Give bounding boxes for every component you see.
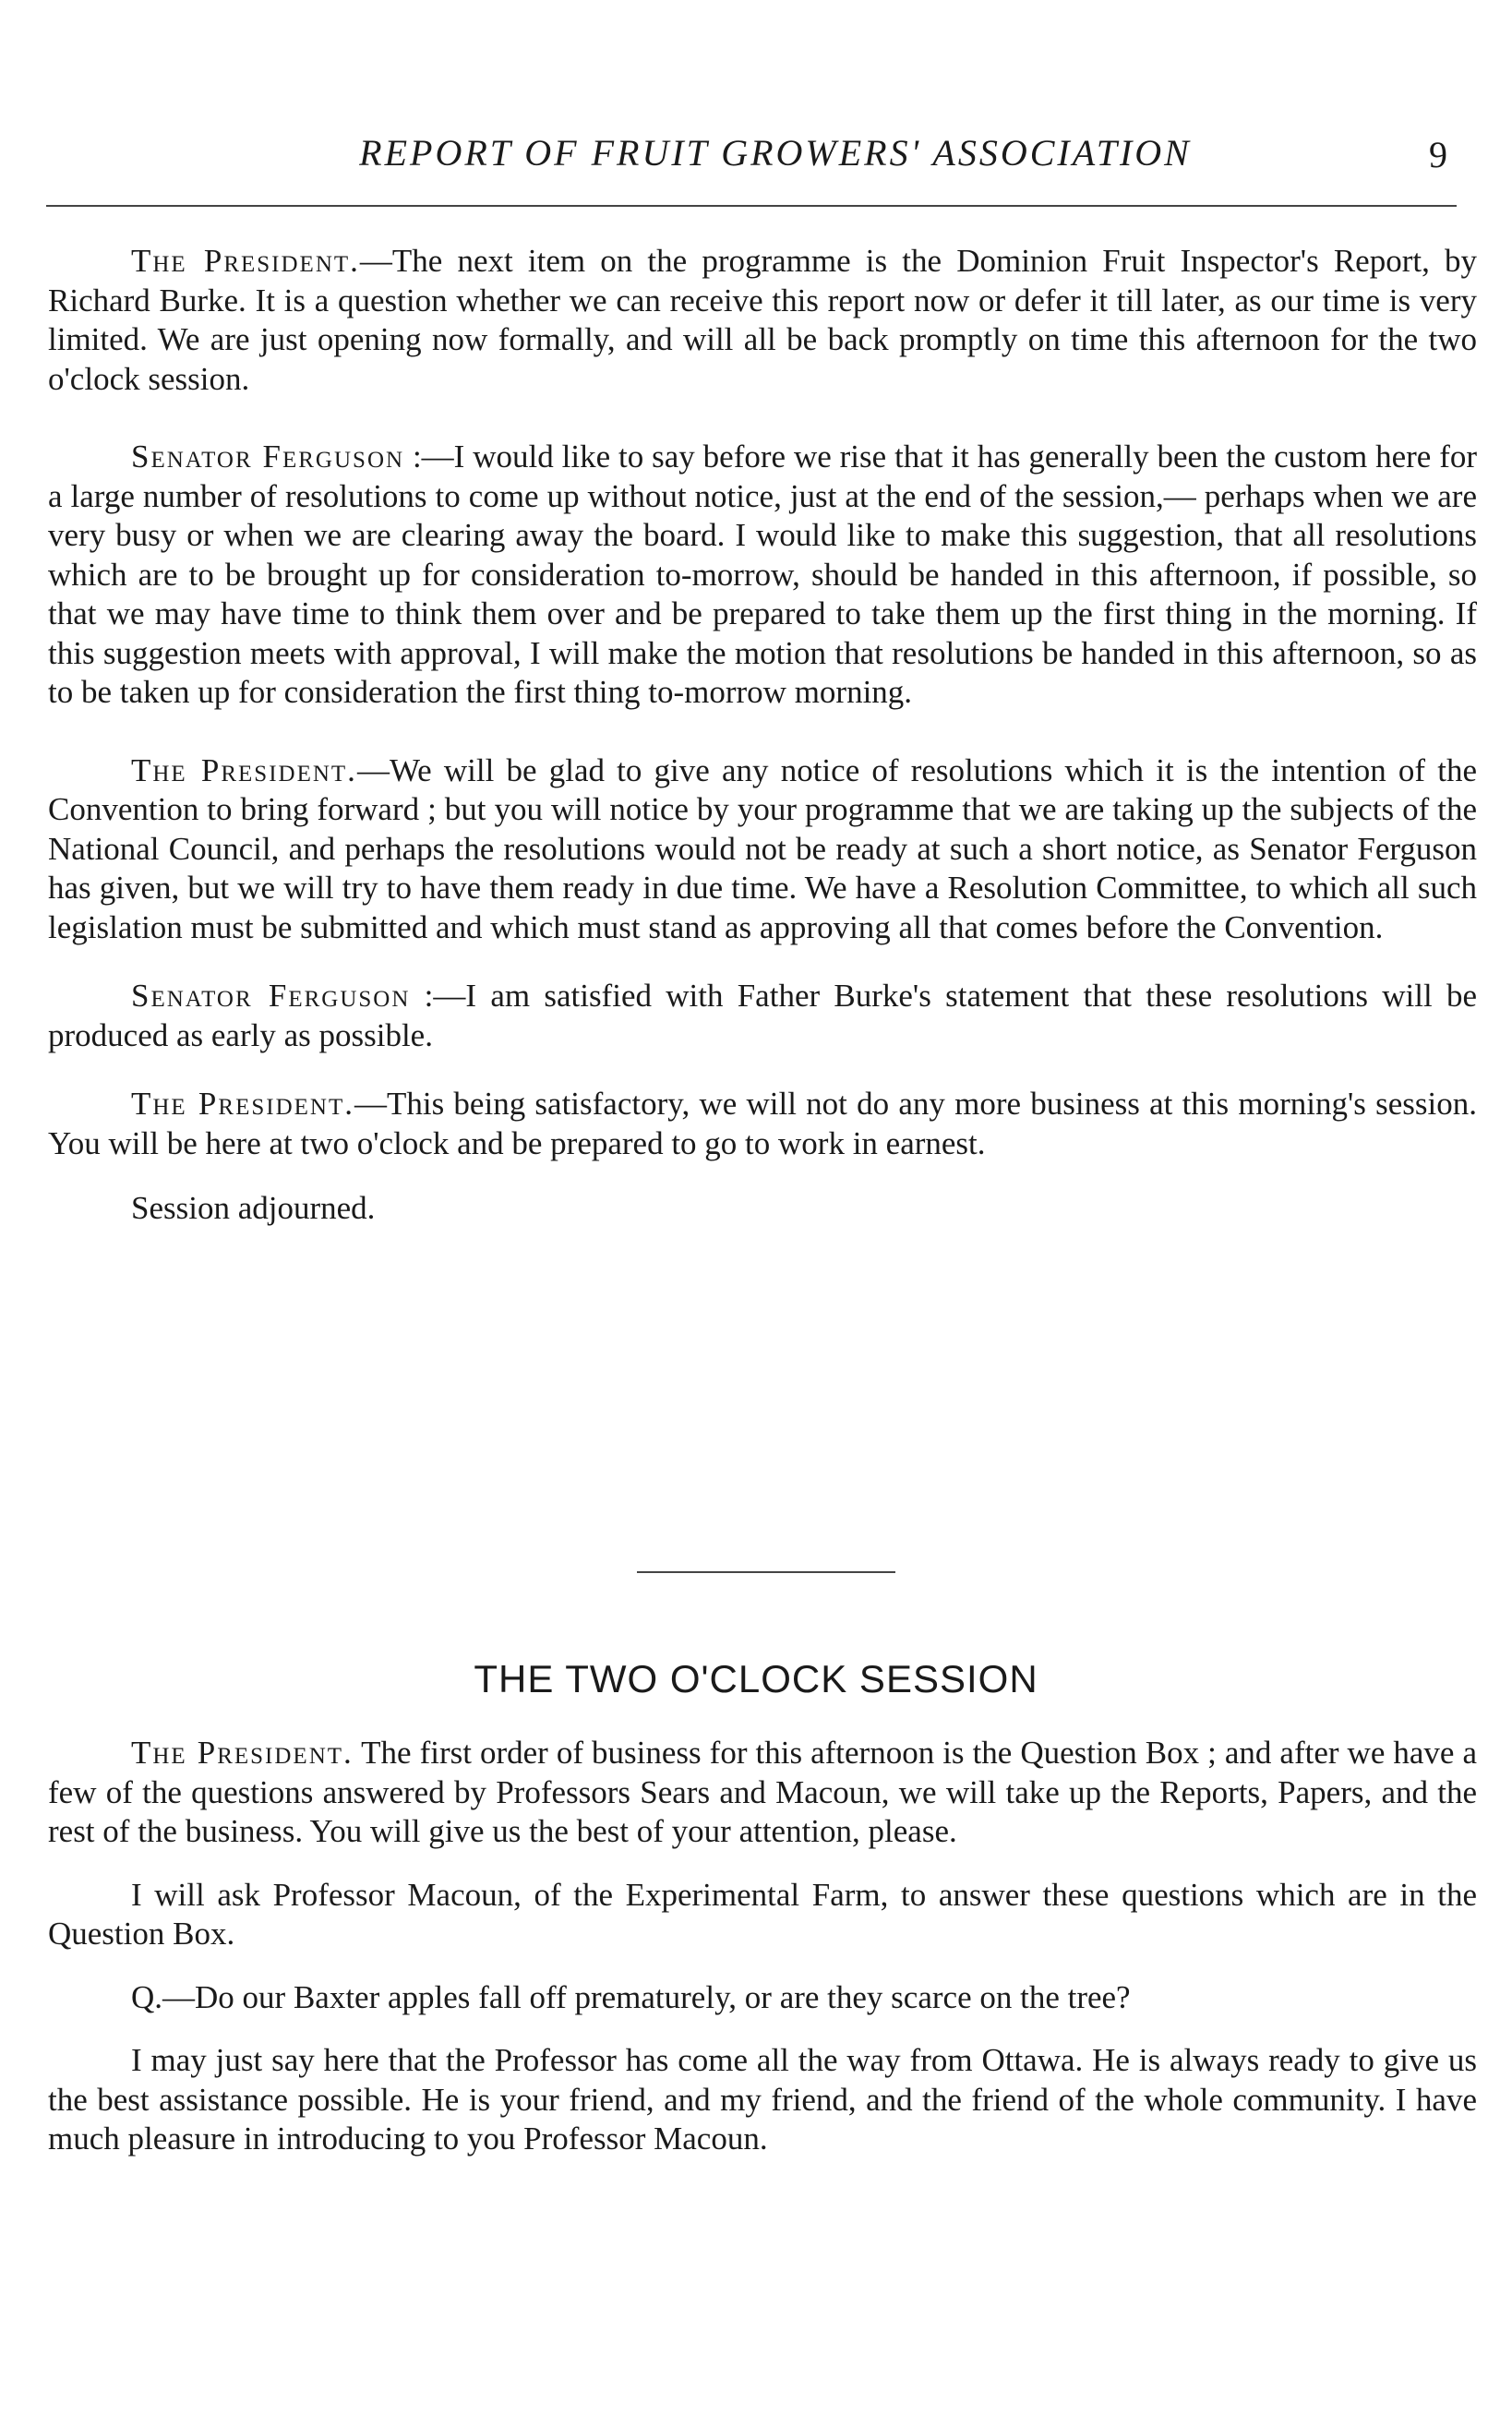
speaker-label: Senator Ferguson [131,439,405,475]
speaker-label: Senator Ferguson [131,978,411,1014]
text-block-morning [48,242,1477,1229]
paragraph [48,751,1477,948]
section-heading: THE TWO O'CLOCK SESSION [474,1657,1038,1700]
paragraph-text: Session adjourned. [131,1190,376,1226]
running-title: REPORT OF FRUIT GROWERS' ASSOCIATION [359,132,1192,174]
paragraph-text: —This being satisfactory, we will not do any more business at this morning's session. You will be here at two o'clock and be prepared to go to work in earnest. [48,1086,1477,1161]
paragraph [48,1978,1477,2018]
paragraph [48,2041,1477,2159]
paragraph-text: :—I would like to say before we rise that it has generally been the custom here for a large number of resolutions to come up without notice, just at the end of the session,— perhaps when we are very busy or when we are clearing away the board. I would like to make this suggestion, that all resolutions which are to be brought up for consideration to-morrow, should be handed in this afternoon, if possible, so that we may have time to think them over and be prepared to take them up the first thing in the morning. If this suggestion meets with approval, I will make the motion that resolutions be handed in this afternoon, so as to be taken up for consideration the first thing to-morrow morning. [48,439,1478,710]
speaker-label: The President. [131,1086,354,1122]
section-divider [637,1571,895,1573]
running-header [0,131,1512,186]
paragraph [48,977,1477,1055]
speaker-label: The President. [131,243,360,279]
header-rule [46,205,1457,207]
page-number: 9 [1429,134,1447,175]
paragraph-text: :—I am satisfied with Father Burke's statement that these resolutions will be produced as early as possible. [48,978,1478,1053]
paragraph [48,1734,1477,1852]
paragraph-text: I will ask Professor Macoun, of the Experimental Farm, to answer these questions which are in the Question Box. [48,1876,1477,1952]
text-block-afternoon [48,1734,1477,2159]
paragraph [48,438,1477,713]
paragraph-text: —We will be glad to give any notice of resolutions which it is the intention of the Convention to bring forward ; but you will notice by your programme that we are taking up the subjects of the National Council, and perhaps the resolutions would not be ready at such a short notice, as Senator Ferguson has given, but we will try to have them ready in due time. We have a Resolution Committee, to which all such legislation must be submitted and which must stand as approving all that comes before the Convention. [48,751,1478,945]
paragraph-text: —The next item on the programme is the Dominion Fruit Inspector's Report, by Richard Burke. It is a question whether we can receive this report now or defer it till later, as our time is very limited. We are just opening now formally, and will all be back promptly on time this afternoon for the two o'clock session. [48,243,1477,397]
paragraph-text: Q.—Do our Baxter apples fall off prematurely, or are they scarce on the tree? [131,1978,1131,2015]
paragraph [48,242,1477,399]
paragraph [48,1085,1477,1163]
speaker-label: The President. [131,751,357,788]
paragraph-text: I may just say here that the Professor has come all the way from Ottawa. He is always ready to give us the best assistance possible. He is your friend, and my friend, and the friend of the whole community. I have much pleasure in introducing to you Professor Macoun. [48,2042,1477,2157]
paragraph [48,1876,1477,1954]
paragraph [48,1189,1477,1229]
paragraph-text: The first order of business for this afternoon is the Question Box ; and after we have a few of the questions answered by Professors Sears and Macoun, we will take up the Reports, Papers, and the rest of the business. You will give us the best of your attention, please. [48,1735,1477,1849]
speaker-label: The President. [131,1735,354,1771]
